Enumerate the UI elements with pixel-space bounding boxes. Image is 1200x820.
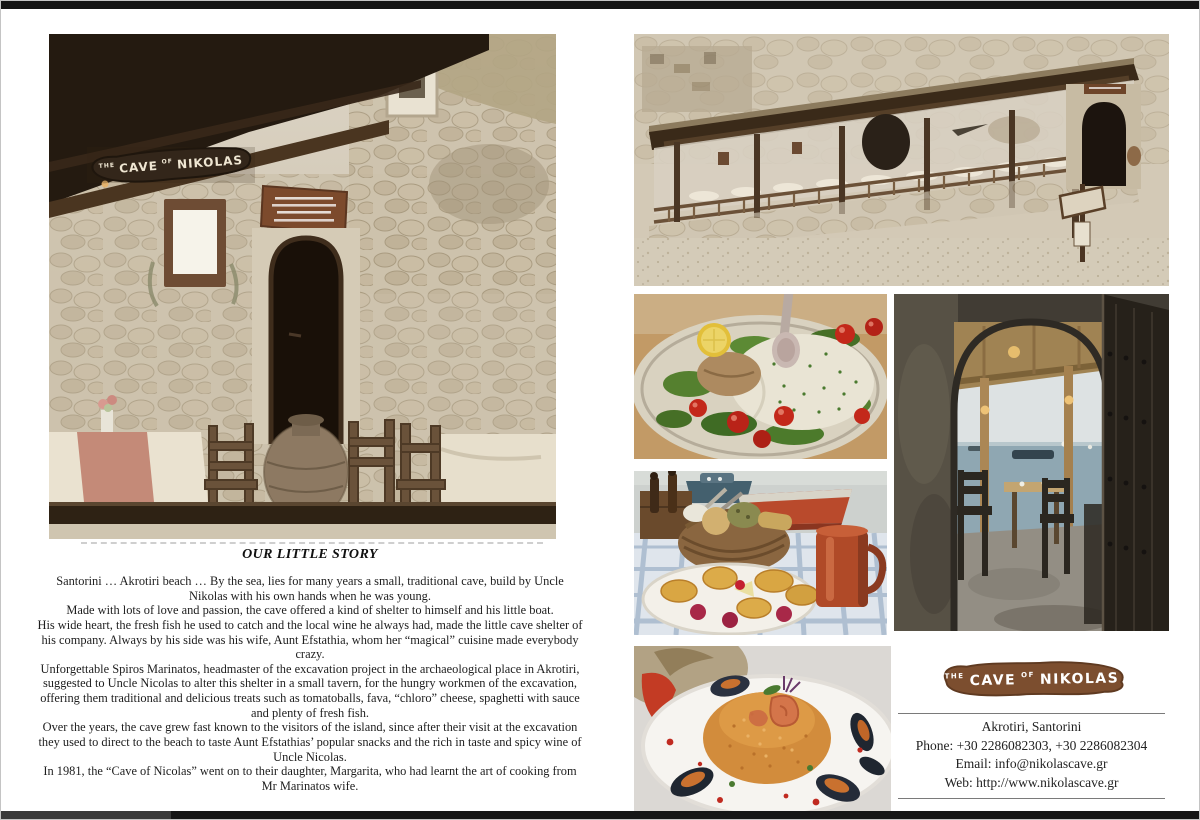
tavern-info-sign xyxy=(261,186,347,234)
contact-phone: Phone: +30 2286082303, +30 2286082304 xyxy=(915,737,1148,753)
appetizer-plate xyxy=(643,564,818,634)
sign-word-the: THE xyxy=(98,161,116,170)
logo-word-the: THE xyxy=(944,672,965,681)
arch-opening xyxy=(954,322,1114,631)
sign-word-nikolas: NIKOLAS xyxy=(176,152,244,172)
logo-word-nikolas: NIKOLAS xyxy=(1039,670,1119,688)
contact-divider-bottom xyxy=(898,798,1165,799)
story-paragraph: Santorini … Akrotiri beach … By the sea, lies for many years a small, traditional cave, build by Uncle Nikolas with his own hands when he was young. xyxy=(56,574,564,603)
sign-word-cave: CAVE xyxy=(118,158,159,176)
bread-roll xyxy=(702,507,730,535)
story-paragraph: Made with lots of love and passion, the cave offered a kind of shelter to himself and his little boat. xyxy=(66,603,554,618)
sign-word-of: OF xyxy=(161,157,174,166)
story-section xyxy=(36,547,584,793)
contact-location: Akrotiri, Santorini xyxy=(981,719,1082,734)
olive-bread xyxy=(727,502,761,528)
foreground-railing xyxy=(49,502,556,539)
photo-shadow-line xyxy=(81,542,543,544)
basket-illustration xyxy=(634,471,887,635)
contact-web: Web: http://www.nikolascave.gr xyxy=(944,774,1119,790)
ruins-left xyxy=(642,46,752,112)
cherry xyxy=(735,580,745,590)
scan-border-bottom xyxy=(1,811,1199,819)
old-door-panel xyxy=(1102,294,1169,631)
contact-section xyxy=(894,651,1169,799)
beet-slice xyxy=(776,606,792,622)
photo-seafood-risotto xyxy=(634,646,891,813)
cave-name-sign xyxy=(87,147,255,183)
salad-illustration xyxy=(634,294,887,459)
beet-slice xyxy=(722,612,738,628)
story-paragraph: His wide heart, the fresh fish he used to catch and the local wine he always had, made the little cave shelter of his company. Always by his side was his wife, Aunt Efstathia, whom her “magical” cuisine made everybody crazy. xyxy=(37,617,583,662)
photo-cave-entrance xyxy=(49,34,556,539)
arched-door xyxy=(252,228,360,444)
beet-slice xyxy=(690,604,706,620)
logo-word-of: OF xyxy=(1020,670,1035,680)
lantern xyxy=(1008,346,1020,358)
story-paragraph: Unforgettable Spiros Marinatos, headmaster of the excavation project in the archaeological place in Akrotiri, suggested to Uncle Nicolas to alter this shelter in a small tavern, for the hungry workmen of the excavation, offering them traditional and delicious treats such as tomatoballs, fava, “chloro” cheese, spaghetti with sauce and plenty of fresh fish. xyxy=(40,661,580,720)
logo-word-cave: CAVE xyxy=(968,672,1016,690)
scan-border-top xyxy=(1,1,1199,9)
lemon-half xyxy=(697,323,731,357)
cave-entrance-illustration xyxy=(49,34,556,539)
cave-opening xyxy=(862,114,910,170)
risotto-illustration xyxy=(634,646,891,813)
photo-arch-sea-view xyxy=(894,294,1169,631)
restaurant-logo xyxy=(936,659,1128,701)
photo-terrace-panorama xyxy=(634,34,1169,286)
story-title: OUR LITTLE STORY xyxy=(242,547,378,562)
terrace-illustration xyxy=(634,34,1169,286)
photo-fish-salad-platter xyxy=(634,294,887,459)
right-arch-doorway xyxy=(1066,84,1141,189)
story-paragraph: In 1981, the “Cave of Nicolas” went on to their daughter, Margarita, who had learnt the art of cooking from Mr Marinatos wife. xyxy=(43,764,577,793)
clay-pot xyxy=(1127,146,1141,166)
arch-sea-illustration xyxy=(894,294,1169,631)
photo-bread-basket-table xyxy=(634,471,887,635)
story-paragraph: Over the years, the cave grew fast known to the visitors of the island, since after their visit at the excavation they used to direct to the beach to taste Aunt Efstathias’ popular snacks and the rich in taste and spicy wine of Uncle Nicolas. xyxy=(38,720,582,764)
contact-email: Email: info@nikolascave.gr xyxy=(955,756,1108,772)
